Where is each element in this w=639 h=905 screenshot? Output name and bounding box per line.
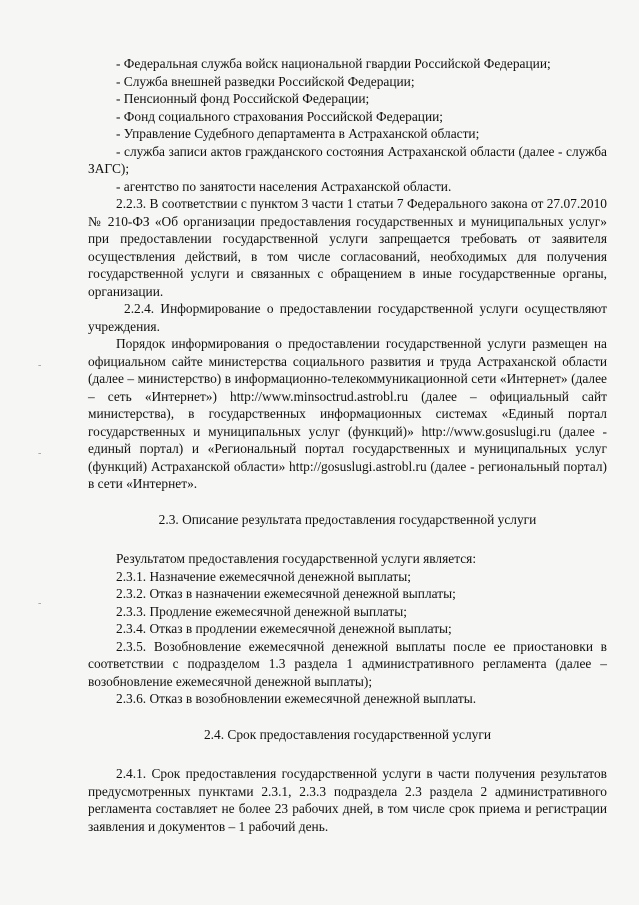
list-item-2-3-4: 2.3.4. Отказ в продлении ежемесячной денежной выплаты; [116,621,452,636]
list-item-fss: - Фонд социального страхования Российской Федерации; [116,108,443,124]
paragraph-result-intro: Результатом предоставления государственной услуги является: [116,551,477,566]
list-item-2-3-5: 2.3.5. Возобновление ежемесячной денежной выплаты после ее приостановки в соответствии с подразделом 1.3 раздела 1 административного регламента (далее – возобновление ежемесячной денежной выплаты); [88,638,607,689]
scan-mark: - [38,360,42,371]
list-item-rosgvardia: - Федеральная служба войск национальной гвардии Российской Федерации; [116,56,551,71]
list-item-svr: - Служба внешней разведки Российской Федерации; [116,73,415,89]
list-item-pfr: - Пенсионный фонд Российской Федерации; [116,91,370,106]
scan-mark: - [38,448,42,459]
list-item-employment-agency: - агентство по занятости населения Астраханской области. [116,178,452,194]
paragraph-informing-procedure: Порядок информирования о предоставлении государственной услуги размещен на официальном сайте министерства социального развития и труда Астраханской области (далее – министерство) в информационно-телекоммуникационной сети «Интернет» (далее – сеть «Интернет») http://www.minsoctrud.astrobl.ru (далее – официальный сайт министерства), в государственных информационных системах «Единый портал государственных и муниципальных услуг (функций)» http://www.gosuslugi.ru (далее - единый портал) и «Региональный портал государственных и муниципальных услуг (функций) Астраханской области» http://gosuslugi.astrobl.ru (далее - региональный портал) в сети «Интернет». [88,336,607,491]
list-item-2-3-2: 2.3.2. Отказ в назначении ежемесячной денежной выплаты; [116,586,456,601]
list-item-2-3-3: 2.3.3. Продление ежемесячной денежной выплаты; [116,603,407,619]
section-title-2-3: 2.3. Описание результата предоставления государственной услуги [158,511,537,527]
paragraph-2-2-4: 2.2.4. Информирование о предоставлении государственной услуги осуществляют учреждения. [88,301,607,334]
list-item-court-department: - Управление Судебного департамента в Астраханской области; [116,126,480,141]
list-item-2-3-1: 2.3.1. Назначение ежемесячной денежной выплаты; [116,568,412,584]
list-item-zags: - служба записи актов гражданского состояния Астраханской области (далее - служба ЗАГС); [88,143,607,176]
section-title-2-4: 2.4. Срок предоставления государственной услуги [203,726,492,742]
paragraph-2-4-1: 2.4.1. Срок предоставления государственной услуги в части получения результатов предусмотренных пунктами 2.3.1, 2.3.3 подраздела 2.3 раздела 2 административного регламента составляет не более 23 рабочих дней, в том числе срок приема и регистрации заявления и документов – 1 рабочий день. [88,766,607,834]
list-item-2-3-6: 2.3.6. Отказ в возобновлении ежемесячной денежной выплаты. [116,691,477,706]
paragraph-2-2-3: 2.2.3. В соответствии с пунктом 3 части 1 статьи 7 Федерального закона от 27.07.2010 № 210-ФЗ «Об организации предоставления государственных и муниципальных услуг» при предоставлении государственной услуги запрещается требовать от заявителя осуществления действий, в том числе согласований, необходимых для получения государственной услуги и связанных с обращением в иные государственные органы, организации. [88,196,607,299]
scan-mark: - [38,598,42,609]
